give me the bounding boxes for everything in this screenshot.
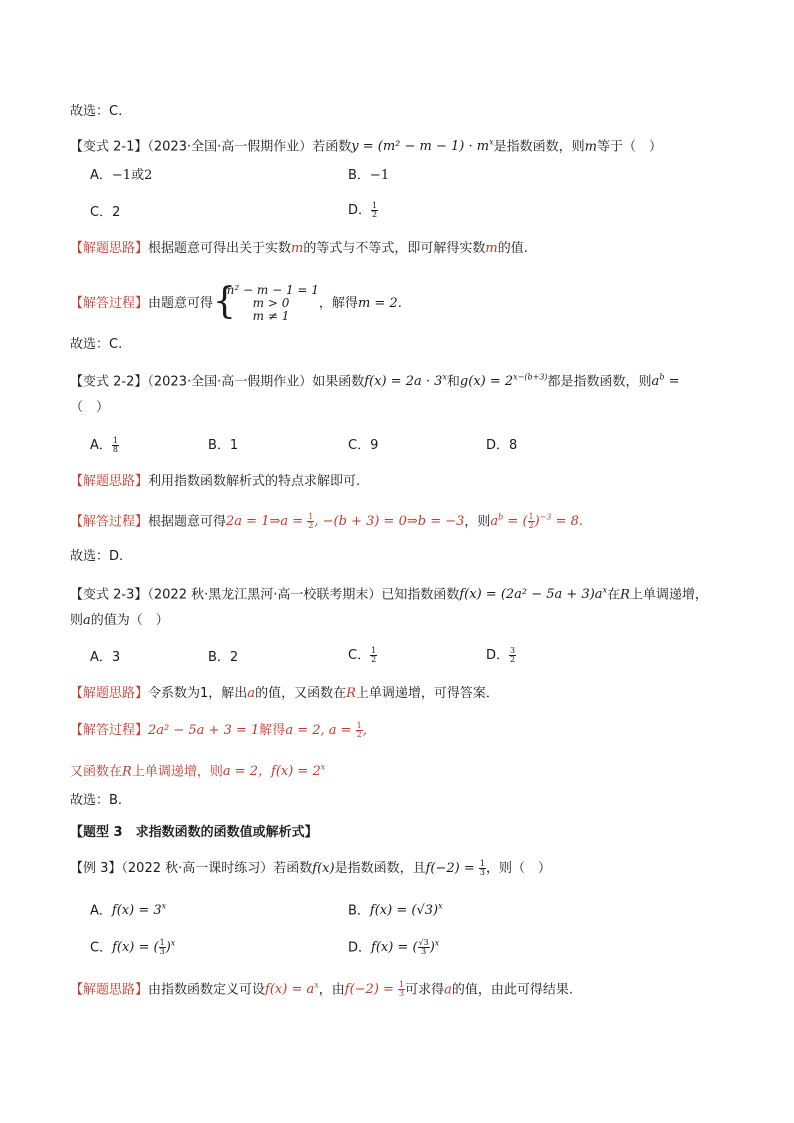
option-d [348, 202, 378, 220]
answer-line [70, 336, 122, 354]
question-text: 是指数函数，则 [493, 139, 585, 155]
question-tag: 【例 3】 [70, 861, 122, 876]
process-text: 又函数在 [70, 764, 123, 780]
option-label: A． [90, 903, 112, 919]
option-c [348, 437, 378, 455]
option-a [90, 167, 152, 185]
example-3 [70, 860, 551, 878]
question-2-3-line2 [70, 612, 169, 630]
option-label: D． [348, 203, 372, 218]
hint-text: 上单调递增，可得答案． [355, 686, 499, 701]
hint-ex3 [70, 977, 573, 999]
process-2-3 [70, 722, 367, 740]
section-heading [70, 824, 318, 842]
formula: $f(x) = (2a^2 - 5a + 3)a^x$ [459, 586, 608, 603]
fraction-half: $\frac{1}{2}$ [371, 646, 377, 664]
question-text: 在 [607, 587, 621, 603]
question-text: 若函数 [273, 861, 313, 876]
formula: $f(x) = 3^x$ [111, 902, 167, 919]
answer-line [70, 792, 122, 810]
question-text: 上单调递增， [629, 587, 708, 603]
hint-text: ，由 [318, 982, 345, 998]
hint-text: 令系数为1，解出 [148, 686, 248, 701]
fraction-three-halves: $\frac{3}{2}$ [510, 646, 516, 664]
question-text: 若函数 [312, 139, 352, 155]
hint-tag: 【解题思路】 [70, 982, 149, 998]
question-text: 是指数函数，且 [334, 861, 426, 876]
question-text: 如果函数 [312, 374, 365, 390]
question-text: 已知指数函数 [381, 587, 460, 603]
formula: a = 2，$f(x) = 2^x$ [222, 763, 326, 780]
question-2-3 [70, 582, 708, 604]
question-text: 和 [446, 374, 460, 390]
answer-line [70, 548, 123, 566]
option-b [348, 167, 389, 185]
option-label: A． [90, 438, 112, 453]
option-label: B．1 [208, 438, 239, 453]
var-m: m [291, 241, 304, 256]
option-d [486, 437, 517, 455]
formula: 2a² − 5a + 3 = 1 [148, 723, 260, 738]
answer-text: 故选：C. [70, 337, 123, 352]
option-c [90, 935, 175, 957]
answer-text: 故选：B. [70, 793, 123, 808]
option-value: −1或2 [111, 168, 153, 183]
hint-text: 根据题意可得出关于实数 [148, 241, 292, 256]
hint-text: 由指数函数定义可设 [148, 982, 266, 998]
option-value: −1 [369, 168, 390, 183]
fraction-half: $\frac{1}{2}$ [372, 201, 378, 219]
option-c [348, 647, 377, 665]
hint-text: 的值，又函数在 [255, 686, 347, 701]
question-tag: 【变式 2-2】 [70, 374, 148, 390]
option-d [348, 935, 439, 957]
question-text: 则 [70, 613, 84, 628]
var-r: R [346, 686, 356, 701]
formula: f(x) [312, 861, 335, 876]
var-r: R [122, 764, 132, 780]
option-a [90, 898, 166, 920]
question-source: （2022 秋·黑龙江黑河·高一校联考期末） [147, 587, 382, 603]
question-source: （2023·全国·高一假期作业） [147, 374, 313, 390]
option-label: A．3 [90, 650, 121, 665]
formula: $f(x) = a^x$ [265, 981, 319, 998]
process-text: 由题意可得 [148, 296, 214, 311]
hint-2-2 [70, 473, 360, 491]
option-label: B． [348, 168, 370, 183]
formula: $f(x) = (√3)^x$ [369, 902, 443, 919]
option-label: D．8 [486, 438, 518, 453]
formula: $y = (m^2 - m - 1) \cdot m^x$ [351, 138, 494, 155]
hint-tag: 【解题思路】 [70, 241, 149, 256]
option-a [90, 649, 120, 667]
question-tag: 【变式 2-1】 [70, 139, 148, 155]
hint-tag: 【解题思路】 [70, 474, 149, 489]
var-a: a [247, 686, 256, 701]
formula: 2a = 1⇒a = $\frac{1}{2}$ , −(b + 3) = 0⇒b = −3 [226, 512, 465, 531]
option-label: A． [90, 168, 112, 183]
process-text: ，则 [464, 514, 491, 530]
option-b [348, 898, 443, 920]
hint-tag: 【解题思路】 [70, 686, 149, 701]
hint-text: 利用指数函数解析式的特点求解即可. [148, 474, 361, 489]
formula: a = 2, a = $\frac{1}{2}$ , [285, 721, 367, 739]
formula: $f(x) = 2a \cdot 3^x$ [364, 373, 447, 390]
question-source: （2022 秋·高一课时练习） [121, 861, 274, 876]
question-text: 都是指数函数，则 [547, 374, 652, 390]
var-a: a [83, 613, 91, 628]
option-a [90, 437, 119, 455]
option-label: D． [348, 940, 372, 956]
process-text: 上单调递增，则 [131, 764, 223, 780]
formula: $a^b$ = ( $\frac{1}{2}$ )$^{-3}$ = 8. [490, 512, 584, 531]
option-c [90, 204, 120, 222]
process-text: 解得 [259, 723, 286, 738]
process-text: ，解得 [318, 296, 358, 311]
section-title: 【题型 3 求指数函数的函数值或解析式】 [70, 825, 318, 840]
hint-text: 的等式与不等式，即可解得实数 [303, 241, 486, 256]
question-text: 的值为（ ） [90, 613, 169, 628]
process-tag: 【解答过程】 [70, 723, 149, 738]
question-2-1 [70, 134, 662, 156]
answer-text: 故选：D. [70, 549, 124, 564]
var-m: m [584, 139, 597, 155]
answer-text: 故选：C. [70, 104, 123, 119]
hint-text: 的值，由此可得结果. [451, 982, 574, 998]
hint-text: 的值. [497, 241, 528, 256]
hint-text: 可求得 [405, 982, 445, 998]
equation-system: { m² − m − 1 = 1 m > 0 m ≠ 1 [213, 281, 319, 323]
formula: f(−2) = $\frac{1}{3}$ [344, 980, 405, 999]
formula: $a^b$ = [651, 373, 680, 390]
process-text: 根据题意可得 [148, 514, 227, 530]
question-source: （2023·全国·高一假期作业） [147, 139, 313, 155]
process-tag: 【解答过程】 [70, 296, 149, 311]
option-label: C．9 [348, 438, 379, 453]
hint-2-1 [70, 240, 528, 258]
formula: f(x) = ( $\frac{1}{3}$ )$^x$ [112, 938, 176, 957]
result: m = 2. [357, 296, 402, 311]
process-2-3-line2 [70, 759, 325, 781]
question-text: ，则（ ） [485, 861, 551, 876]
var-r: R [620, 587, 630, 603]
fraction-eighth: $\frac{1}{8}$ [112, 436, 118, 454]
question-2-2 [70, 369, 679, 391]
question-text: 等于（ ） [596, 139, 662, 155]
option-b [208, 437, 238, 455]
option-label: B．2 [208, 650, 239, 665]
question-text: （ ） [70, 400, 110, 415]
option-label: B． [348, 903, 370, 919]
question-tag: 【变式 2-3】 [70, 587, 148, 603]
option-label: C． [90, 940, 113, 956]
option-d [486, 647, 516, 665]
var-a: a [444, 982, 452, 998]
process-tag: 【解答过程】 [70, 514, 149, 530]
option-b [208, 649, 238, 667]
hint-2-3 [70, 685, 499, 703]
option-label: D． [486, 648, 510, 663]
paren-line [70, 399, 109, 417]
formula: f(x) = ( $\frac{√3}{3}$ )$^x$ [371, 938, 440, 957]
formula: $g(x) = 2^{x-(b+3)}$ [459, 373, 548, 390]
var-m: m [485, 241, 498, 256]
option-label: C． [348, 648, 371, 663]
formula: f(−2) = $\frac{1}{3}$ [425, 859, 485, 877]
process-2-1 [70, 281, 402, 323]
process-2-2 [70, 509, 583, 531]
answer-line [70, 103, 122, 121]
option-label: C．2 [90, 205, 121, 220]
